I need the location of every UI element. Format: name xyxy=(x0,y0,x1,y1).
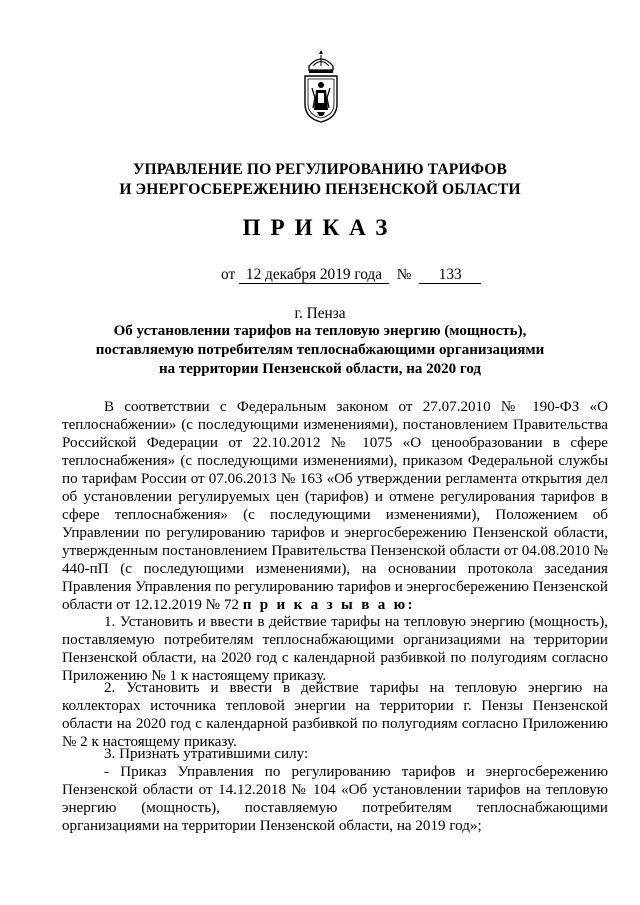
subject-line: Об установлении тарифов на тепловую энергию (мощность), xyxy=(113,323,527,339)
order-item-3-sub-1 xyxy=(62,763,608,835)
subject-line: поставляемую потребителям теплоснабжающими организациями xyxy=(95,342,545,358)
order-item-text: - Приказ Управления по регулированию тарифов и энергосбережению Пензенской области от 14.12.2018 № 104 «Об установлении тарифов на тепловую энергию (мощность), поставляемую потребителям теплоснабжающими организациями на территории Пензенской области, на 2019 год»; xyxy=(62,764,608,834)
organization-name-line2: И ЭНЕРГОСБЕРЕЖЕНИЮ ПЕНЗЕНСКОЙ ОБЛАСТИ xyxy=(119,181,521,198)
decree-word: п р и к а з ы в а ю: xyxy=(242,597,415,613)
preamble-text: В соответствии с Федеральным законом от 27.07.2010 № 190-ФЗ «О теплоснабжении» (с последующими изменениями), постановлением Правительства Российской Федерации от 22.10.2012 № 1075 «О ценообразовании в сфере теплоснабжения» (с последующими изменениями), приказом Федеральной службы по тарифам России от 07.06.2013 № 163 «Об утверждении регламента открытия дел об установлении регулируемых цен (тарифов) и отмене регулирования тарифов в сфере теплоснабжения» (с последующими изменениями), Положением об Управлении по регулированию тарифов и энергосбережению Пензенской области, утвержденным постановлением Правительства Пензенской области от 04.08.2010 № 440-пП (с последующими изменениями), на основании протокола заседания Правления Управления по регулированию тарифов и энергосбережению Пензенской области от 12.12.2019 № 72 xyxy=(62,399,608,613)
order-date: 12 декабря 2019 года xyxy=(239,266,389,284)
subject-line: на территории Пензенской области, на 2020 год xyxy=(158,361,482,377)
organization-name-line1: УПРАВЛЕНИЕ ПО РЕГУЛИРОВАНИЮ ТАРИФОВ xyxy=(132,161,507,178)
preamble-paragraph xyxy=(62,398,608,614)
document-type-title: ПРИКАЗ xyxy=(242,215,398,240)
order-item-2 xyxy=(62,679,608,751)
order-item-3 xyxy=(62,745,608,763)
number-label: № xyxy=(396,266,412,283)
order-number: 133 xyxy=(419,266,481,284)
order-item-1 xyxy=(62,613,608,685)
order-item-text: 3. Признать утратившими силу: xyxy=(104,746,309,762)
order-item-text: 2. Установить и ввести в действие тарифы на тепловую энергию на коллекторах источника тепловой энергии на территории г. Пензы Пензенской области на 2020 год с календарной разбивкой по полугодиям согласно Приложению № 2 к настоящему приказу. xyxy=(62,680,608,750)
city-name: г. Пенза xyxy=(294,305,346,322)
order-item-text: 1. Установить и ввести в действие тарифы на тепловую энергию (мощность), поставляемую потребителям теплоснабжающими организациями на территории Пензенской области, на 2020 год с календарной разбивкой по полугодиям согласно Приложению № 1 к настоящему приказу. xyxy=(62,614,608,684)
coat-of-arms-emblem xyxy=(300,48,342,124)
from-label: от xyxy=(221,266,236,283)
order-date-number-line xyxy=(221,266,481,284)
order-subject xyxy=(80,322,560,379)
